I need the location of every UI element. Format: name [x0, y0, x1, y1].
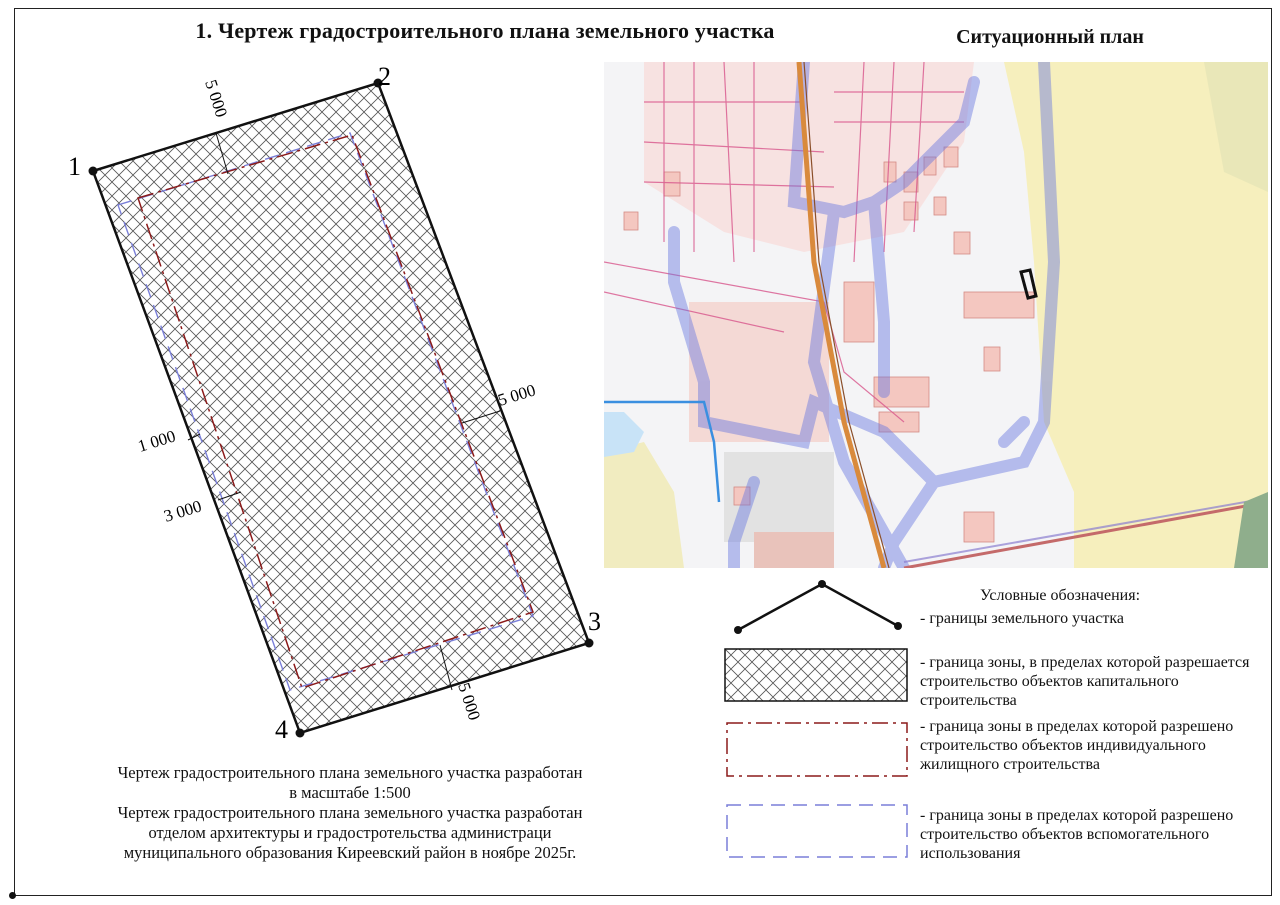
dimension-top: 5 000	[201, 77, 232, 120]
caption-line-5: муниципального образования Киреевский район в ноябре 2025г.	[123, 843, 577, 862]
drawing-caption	[40, 763, 660, 863]
dimension-bottom: 5 000	[454, 680, 485, 723]
corner-point-1	[89, 167, 98, 176]
caption-line-1: Чертеж градостроительного плана земельного участка разработан	[117, 763, 583, 782]
caption-line-2: в масштабе 1:500	[289, 783, 411, 802]
caption-line-3: Чертеж градостроительного плана земельного участка разработан	[117, 803, 583, 822]
point-label-2: 2	[378, 62, 391, 91]
legend-title: Условные обозначения:	[979, 587, 1141, 604]
situation-map	[604, 62, 1268, 568]
point-label-4: 4	[275, 715, 288, 744]
legend-symbol-ijs-zone	[726, 722, 910, 778]
point-label-1: 1	[68, 152, 81, 181]
legend-item-ijs-zone: - граница зоны в пределах которой разрешено строительство объектов индивидуального жилищного строительства	[920, 718, 1234, 773]
legend-item-capital-zone: - граница зоны, в пределах которой разрешается строительство объектов капитального строительства	[920, 654, 1250, 709]
point-label-3: 3	[588, 607, 601, 636]
legend-symbol-aux-zone	[726, 804, 910, 860]
capital-construction-zone	[93, 83, 589, 733]
dimension-left-lower: 3 000	[161, 496, 204, 526]
situation-plan-title: Ситуационный план	[956, 26, 1144, 48]
caption-line-4: отделом архитектуры и градостротельства администраци	[148, 823, 552, 842]
corner-point-4	[296, 729, 305, 738]
legend-symbol-boundary	[730, 578, 910, 640]
dimension-left-upper: 1 000	[135, 426, 178, 456]
legend-item-aux-zone: - граница зоны в пределах которой разрешено строительство объектов вспомогательного использования	[920, 807, 1234, 862]
corner-point-3	[585, 639, 594, 648]
legend-symbol-capital-zone	[724, 648, 910, 704]
page-title: 1. Чертеж градостроительного плана земельного участка	[195, 18, 775, 43]
frame-corner-dot	[9, 892, 16, 899]
dimension-right: 5 000	[495, 380, 538, 410]
legend-item-boundary: - границы земельного участка	[920, 610, 1124, 627]
